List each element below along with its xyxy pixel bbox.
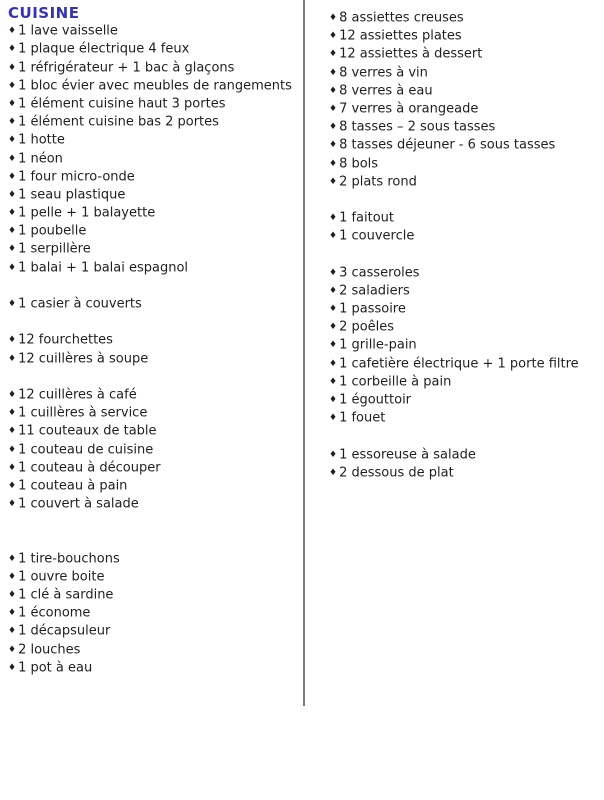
bullet-diamond-icon: ♦ (8, 389, 17, 400)
list-item-text: 8 verres à vin (339, 65, 428, 81)
list-item (329, 336, 599, 354)
list-item (329, 318, 599, 336)
list-item-text: 1 égouttoir (339, 392, 412, 408)
list-item-text: 1 pelle + 1 balayette (18, 205, 156, 221)
list-item-text: 12 cuillères à soupe (18, 351, 149, 367)
bullet-diamond-icon: ♦ (329, 103, 338, 114)
list-item-text: 1 grille-pain (339, 337, 417, 353)
list-item (8, 222, 300, 240)
bullet-diamond-icon: ♦ (8, 335, 17, 346)
list-item-text: 1 lave vaisselle (18, 23, 118, 39)
list-item (8, 495, 300, 513)
bullet-diamond-icon: ♦ (329, 376, 338, 387)
list-item-text: 1 cuillères à service (18, 405, 148, 421)
bullet-diamond-icon: ♦ (329, 285, 338, 296)
list-item (329, 82, 599, 100)
list-item (8, 568, 300, 586)
list-item (329, 9, 599, 27)
list-item-text: 1 seau plastique (18, 187, 126, 203)
bullet-diamond-icon: ♦ (8, 644, 17, 655)
list-item (8, 477, 300, 495)
list-item (329, 27, 599, 45)
bullet-diamond-icon: ♦ (329, 122, 338, 133)
list-item (8, 422, 300, 440)
list-item-text: 1 four micro-onde (18, 169, 135, 185)
list-item (8, 131, 300, 149)
bullet-diamond-icon: ♦ (329, 67, 338, 78)
bullet-diamond-icon: ♦ (329, 467, 338, 478)
list-item-text: 2 plats rond (339, 174, 417, 190)
list-item (329, 155, 599, 173)
list-item-text: 8 tasses – 2 sous tasses (339, 119, 496, 135)
bullet-diamond-icon: ♦ (8, 117, 17, 128)
bullet-diamond-icon: ♦ (329, 13, 338, 23)
list-item-text: 1 couteau de cuisine (18, 442, 154, 457)
list-item-text: 1 corbeille à pain (339, 374, 452, 390)
list-item (329, 45, 599, 63)
list-item-text: 1 ouvre boite (18, 569, 105, 585)
bullet-diamond-icon: ♦ (329, 449, 338, 460)
bullet-diamond-icon: ♦ (8, 153, 17, 164)
blank-line (8, 513, 300, 531)
page-title: CUISINE (8, 4, 80, 22)
bullet-diamond-icon: ♦ (8, 44, 17, 55)
list-item (8, 622, 300, 640)
list-item (8, 168, 300, 186)
bullet-diamond-icon: ♦ (329, 85, 338, 96)
list-item (8, 295, 300, 313)
bullet-diamond-icon: ♦ (329, 304, 338, 314)
bullet-diamond-icon: ♦ (329, 322, 338, 333)
list-item-text: 1 faitout (339, 210, 395, 226)
list-item-text: 1 poubelle (18, 223, 87, 239)
bullet-diamond-icon: ♦ (8, 408, 17, 419)
list-item-text: 1 décapsuleur (18, 623, 111, 639)
list-item (329, 64, 599, 82)
list-item-text: 1 pot à eau (18, 660, 93, 676)
list-item-text: 1 fouet (339, 410, 386, 426)
list-item-text: 8 tasses déjeuner - 6 sous tasses (339, 137, 556, 153)
list-item (8, 459, 300, 477)
bullet-diamond-icon: ♦ (8, 62, 17, 73)
bullet-diamond-icon: ♦ (329, 213, 338, 224)
blank-line (8, 531, 300, 549)
list-item-text: 12 assiettes plates (339, 28, 462, 44)
list-item (8, 186, 300, 204)
list-item-text: 1 balai + 1 balai espagnol (18, 260, 189, 276)
right-column (329, 9, 599, 482)
list-item (329, 373, 599, 391)
list-item-text: 1 couvercle (339, 228, 415, 244)
bullet-diamond-icon: ♦ (8, 26, 17, 37)
list-item (329, 227, 599, 245)
list-item (329, 355, 599, 373)
blank-line (8, 368, 300, 386)
list-item (8, 40, 300, 58)
bullet-diamond-icon: ♦ (8, 208, 17, 219)
list-item (8, 641, 300, 659)
bullet-diamond-icon: ♦ (329, 413, 338, 424)
list-item-text: 8 verres à eau (339, 83, 433, 99)
bullet-diamond-icon: ♦ (8, 444, 17, 455)
bullet-diamond-icon: ♦ (329, 340, 338, 351)
list-item-text: 2 poêles (339, 319, 395, 335)
bullet-diamond-icon: ♦ (8, 462, 17, 473)
bullet-diamond-icon: ♦ (8, 189, 17, 200)
list-item (8, 113, 300, 131)
bullet-diamond-icon: ♦ (8, 98, 17, 109)
bullet-diamond-icon: ♦ (329, 267, 338, 278)
bullet-diamond-icon: ♦ (329, 49, 338, 60)
list-item (8, 659, 300, 677)
list-item-text: 3 casseroles (339, 265, 420, 281)
list-item-text: 1 plaque électrique 4 feux (18, 41, 190, 57)
bullet-diamond-icon: ♦ (329, 158, 338, 169)
bullet-diamond-icon: ♦ (329, 394, 338, 405)
list-item-text: 1 couteau à pain (18, 478, 128, 494)
list-item (8, 95, 300, 113)
column-divider-line (303, 0, 305, 706)
bullet-diamond-icon: ♦ (8, 353, 17, 364)
list-item-text: 1 essoreuse à salade (339, 447, 476, 462)
list-item (8, 259, 300, 277)
bullet-diamond-icon: ♦ (8, 426, 17, 437)
list-item-text: 1 réfrigérateur + 1 bac à glaçons (18, 60, 235, 76)
list-item-text: 2 dessous de plat (339, 465, 454, 481)
bullet-diamond-icon: ♦ (8, 608, 17, 619)
bullet-diamond-icon: ♦ (8, 171, 17, 182)
list-item (329, 464, 599, 482)
bullet-diamond-icon: ♦ (8, 626, 17, 637)
bullet-diamond-icon: ♦ (329, 231, 338, 242)
list-item (8, 386, 300, 404)
bullet-diamond-icon: ♦ (329, 358, 338, 369)
bullet-diamond-icon: ♦ (8, 80, 17, 91)
blank-line (329, 191, 599, 209)
list-item-text: 2 louches (18, 642, 81, 658)
list-item-text: 12 assiettes à dessert (339, 46, 483, 62)
bullet-diamond-icon: ♦ (8, 135, 17, 146)
bullet-diamond-icon: ♦ (8, 590, 17, 600)
bullet-diamond-icon: ♦ (329, 176, 338, 187)
list-item-text: 1 élément cuisine haut 3 portes (18, 96, 226, 112)
list-item-text: 1 casier à couverts (18, 296, 142, 312)
list-item (8, 586, 300, 604)
list-item-text: 2 saladiers (339, 283, 410, 299)
list-item (8, 350, 300, 368)
bullet-diamond-icon: ♦ (8, 299, 17, 309)
bullet-diamond-icon: ♦ (329, 140, 338, 151)
list-item-text: 11 couteaux de table (18, 423, 157, 439)
bullet-diamond-icon: ♦ (8, 226, 17, 237)
list-item-text: 1 clé à sardine (18, 587, 114, 603)
left-column (8, 4, 300, 677)
bullet-diamond-icon: ♦ (8, 662, 17, 673)
list-item-text: 1 élément cuisine bas 2 portes (18, 114, 219, 130)
blank-line (8, 313, 300, 331)
list-item (329, 118, 599, 136)
bullet-diamond-icon: ♦ (329, 31, 338, 42)
list-item-text: 12 cuillères à café (18, 387, 137, 403)
list-item-text: 12 fourchettes (18, 332, 113, 348)
list-item-text: 1 cafetière électrique + 1 porte filtre (339, 356, 579, 372)
list-item (329, 446, 599, 464)
list-item-text: 1 couvert à salade (18, 496, 139, 512)
list-item (329, 209, 599, 227)
blank-line (329, 427, 599, 445)
list-item (8, 604, 300, 622)
list-item (329, 300, 599, 318)
list-item (8, 550, 300, 568)
list-item-text: 1 serpillère (18, 241, 91, 257)
list-item (329, 100, 599, 118)
list-item (8, 331, 300, 349)
bullet-diamond-icon: ♦ (8, 262, 17, 273)
list-item (8, 22, 300, 40)
list-item (8, 150, 300, 168)
list-item (329, 282, 599, 300)
list-item (329, 409, 599, 427)
list-item (8, 77, 300, 95)
list-item (8, 441, 300, 459)
list-item (8, 240, 300, 258)
bullet-diamond-icon: ♦ (8, 244, 17, 255)
bullet-diamond-icon: ♦ (8, 571, 17, 582)
list-item (329, 264, 599, 282)
list-item-text: 1 économe (18, 605, 91, 621)
list-item-text: 1 tire-bouchons (18, 551, 120, 567)
list-item (8, 404, 300, 422)
list-item (329, 391, 599, 409)
list-item (329, 173, 599, 191)
list-item-text: 7 verres à orangeade (339, 101, 479, 117)
list-item (329, 136, 599, 154)
bullet-diamond-icon: ♦ (8, 553, 17, 564)
right-column-list (329, 9, 599, 482)
list-item-text: 8 assiettes creuses (339, 10, 464, 26)
list-item-text: 1 hotte (18, 132, 65, 148)
blank-line (8, 277, 300, 295)
list-item (8, 204, 300, 222)
list-item-text: 1 passoire (339, 301, 406, 317)
left-column-list (8, 22, 300, 677)
bullet-diamond-icon: ♦ (8, 480, 17, 491)
list-item-text: 8 bols (339, 156, 379, 171)
blank-line (329, 245, 599, 263)
bullet-diamond-icon: ♦ (8, 499, 17, 510)
list-item-text: 1 néon (18, 151, 63, 166)
list-item (8, 59, 300, 77)
list-item-text: 1 bloc évier avec meubles de rangements (18, 78, 292, 94)
list-item-text: 1 couteau à découper (18, 460, 161, 476)
